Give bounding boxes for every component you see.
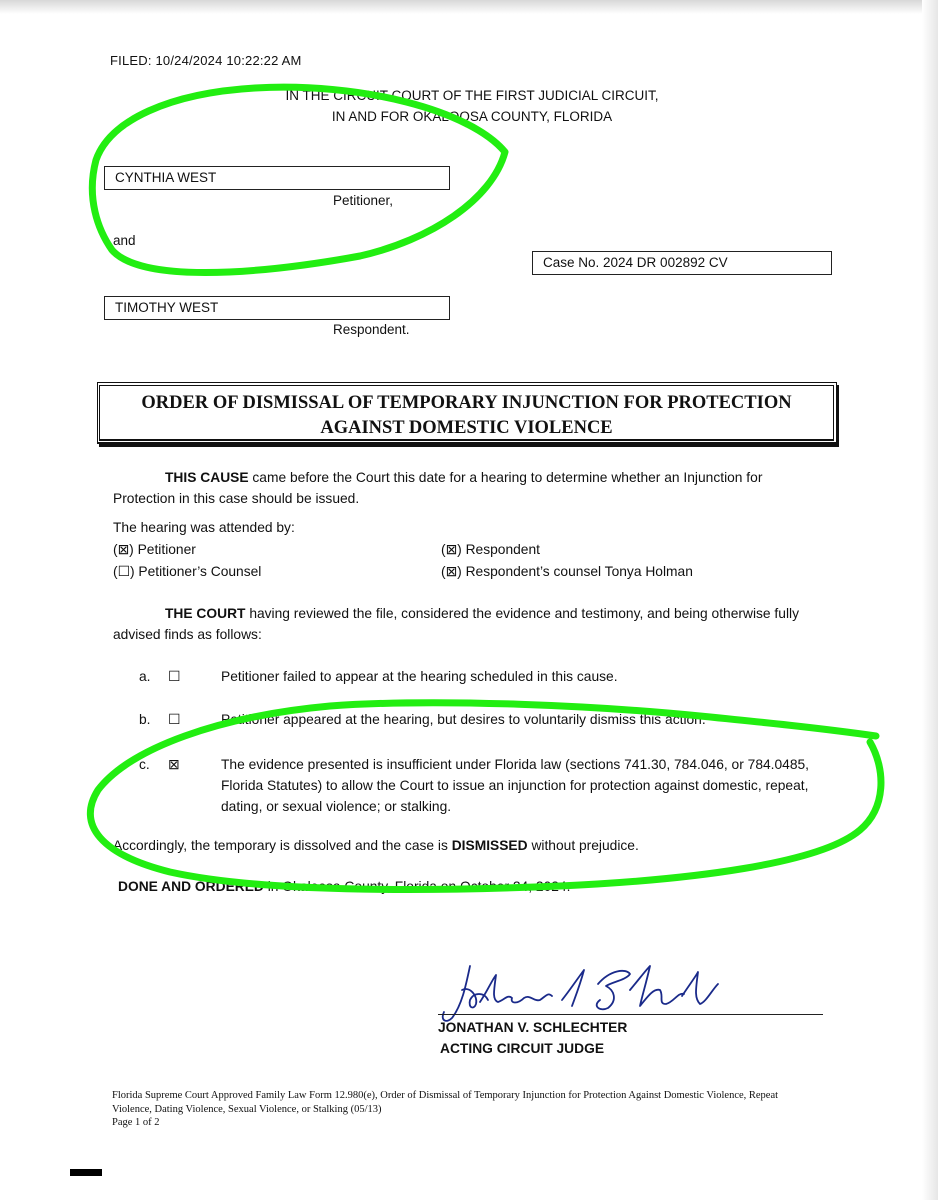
cause-text: came before the Court this date for a hearing to determine whether an Injunction for Protection in this case should be issued. xyxy=(113,470,763,506)
cause-lead: THIS CAUSE xyxy=(165,470,249,485)
finding-a-checkbox: ☐ xyxy=(168,669,181,684)
finding-c-letter: c. xyxy=(139,757,150,772)
conclusion-pre: Accordingly, the temporary is dissolved and the case is xyxy=(113,838,452,853)
attendance-respondent-counsel: (⊠) Respondent’s counsel Tonya Holman xyxy=(441,564,693,579)
done-lead: DONE AND ORDERED xyxy=(118,879,264,894)
finding-a-letter: a. xyxy=(139,669,151,684)
page-number: Page 1 of 2 xyxy=(112,1117,160,1128)
attendance-respondent: (⊠) Respondent xyxy=(441,542,540,557)
attendance-petitioner: (⊠) Petitioner xyxy=(113,542,196,557)
finding-c-text: The evidence presented is insufficient under Florida law (sections 741.30, 784.046, or 784.0485, Florida Statutes) to allow the Court to issue an injunction for protection against domestic, repeat, dating, or sexual violence; or stalking. xyxy=(221,757,810,814)
filed-stamp: FILED: 10/24/2024 10:22:22 AM xyxy=(110,53,302,68)
court-heading-line1: IN THE CIRCUIT COURT OF THE FIRST JUDICIAL CIRCUIT, xyxy=(285,88,659,103)
order-title-line1: ORDER OF DISMISSAL OF TEMPORARY INJUNCTION FOR PROTECTION xyxy=(141,393,792,413)
finding-b-checkbox: ☐ xyxy=(168,712,181,727)
conclusion-post: without prejudice. xyxy=(527,838,639,853)
done-text: in Okaloosa County, Florida on October 24, 2024. xyxy=(263,879,571,894)
judge-name: JONATHAN V. SCHLECHTER xyxy=(438,1020,628,1035)
judge-title: ACTING CIRCUIT JUDGE xyxy=(440,1041,605,1056)
and-label: and xyxy=(113,233,136,248)
findings-lead: THE COURT xyxy=(165,606,246,621)
highlight-circle-petitioner xyxy=(92,87,505,272)
respondent-name-box: TIMOTHY WEST xyxy=(104,296,450,320)
petitioner-name-box: CYNTHIA WEST xyxy=(104,166,450,190)
attendance-heading: The hearing was attended by: xyxy=(113,520,295,535)
order-title-line2: AGAINST DOMESTIC VIOLENCE xyxy=(320,418,613,438)
case-number-box: Case No. 2024 DR 002892 CV xyxy=(532,251,832,275)
respondent-label: Respondent. xyxy=(333,322,410,337)
petitioner-label: Petitioner, xyxy=(333,193,394,208)
finding-a-text: Petitioner failed to appear at the hearing scheduled in this cause. xyxy=(221,669,618,684)
highlight-circle-findings xyxy=(90,703,881,890)
finding-b-letter: b. xyxy=(139,712,151,727)
findings-text: having reviewed the file, considered the evidence and testimony, and being otherwise fully advised finds as follows: xyxy=(113,606,799,642)
court-heading-line2: IN AND FOR OKALOOSA COUNTY, FLORIDA xyxy=(331,109,613,124)
attendance-petitioner-counsel: (☐) Petitioner’s Counsel xyxy=(113,564,262,579)
finding-c-checkbox: ⊠ xyxy=(168,757,180,772)
conclusion-dismissed: DISMISSED xyxy=(451,838,528,853)
form-footer-text: Florida Supreme Court Approved Family Law Form 12.980(e), Order of Dismissal of Temporary Injunction for Protection Against Domestic Violence, Repeat Violence, Dating Violence, Sexual Violence, or Stalking (05/13) xyxy=(112,1090,779,1115)
finding-b-text: Petitioner appeared at the hearing, but desires to voluntarily dismiss this action. xyxy=(221,712,706,727)
